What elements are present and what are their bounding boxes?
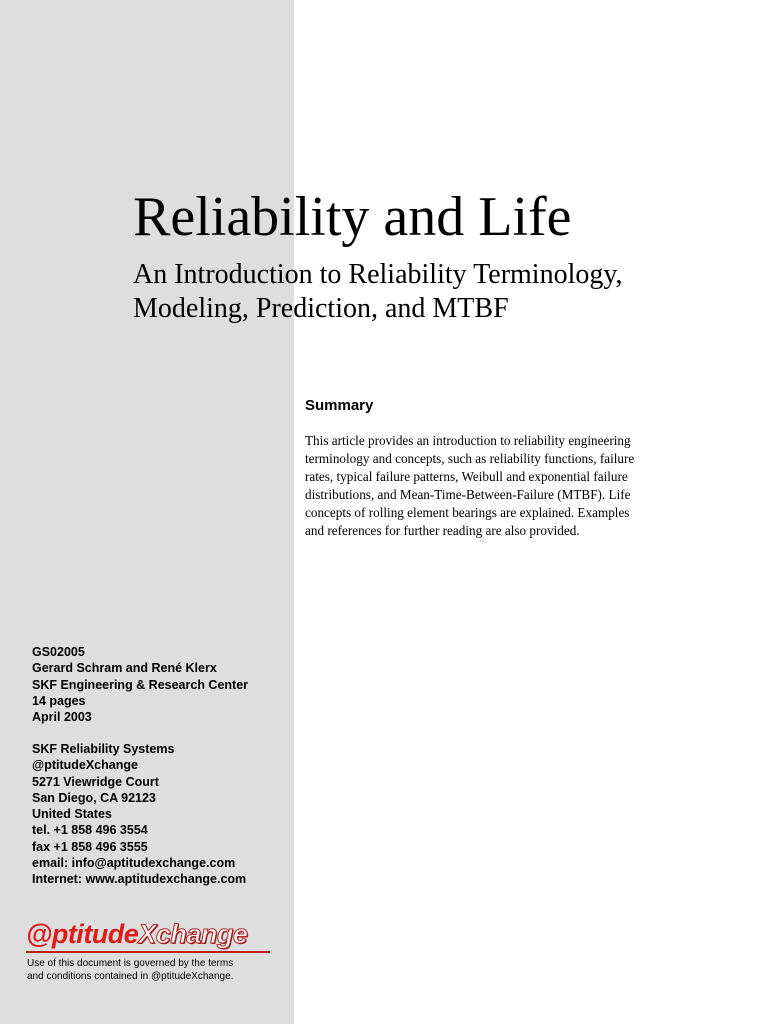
aptitudexchange-logo bbox=[26, 917, 247, 951]
contact-country: United States bbox=[32, 807, 112, 822]
disclaimer bbox=[27, 958, 287, 983]
document-title: Reliability and Life bbox=[133, 186, 572, 248]
contact-internet[interactable]: Internet: www.aptitudexchange.com bbox=[32, 872, 247, 887]
logo-underline bbox=[26, 951, 270, 953]
document-organization: SKF Engineering & Research Center bbox=[32, 677, 249, 692]
document-pages: 14 pages bbox=[32, 693, 86, 708]
summary-line: rates, typical failure patterns, Weibull and exponential failure bbox=[305, 469, 628, 484]
disclaimer-line-2: and conditions contained in @ptitudeXchange. bbox=[27, 970, 234, 982]
document-authors: Gerard Schram and René Klerx bbox=[32, 661, 217, 676]
contact-email[interactable]: email: info@aptitudexchange.com bbox=[32, 856, 236, 871]
summary-heading: Summary bbox=[305, 397, 374, 414]
contact-block bbox=[32, 741, 287, 888]
summary-line: and references for further reading are also provided. bbox=[305, 523, 580, 538]
document-code: GS02005 bbox=[32, 645, 85, 659]
contact-city: San Diego, CA 92123 bbox=[32, 790, 156, 805]
contact-fax: fax +1 858 496 3555 bbox=[32, 839, 148, 854]
contact-brand: @ptitudeXchange bbox=[32, 758, 138, 773]
summary-line: This article provides an introduction to reliability engineering bbox=[305, 433, 631, 448]
summary-line: terminology and concepts, such as reliability functions, failure bbox=[305, 451, 635, 466]
logo-at-symbol: @ bbox=[26, 919, 52, 949]
logo-ptitude: ptitude bbox=[51, 919, 139, 949]
summary-line: concepts of rolling element bearings are explained. Examples bbox=[305, 505, 630, 520]
subtitle-line-2: Modeling, Prediction, and MTBF bbox=[133, 293, 509, 324]
subtitle-line-1: An Introduction to Reliability Terminology, bbox=[133, 259, 623, 290]
document-subtitle bbox=[133, 258, 733, 326]
contact-tel: tel. +1 858 496 3554 bbox=[32, 823, 148, 838]
summary-line: distributions, and Mean-Time-Between-Failure (MTBF). Life bbox=[305, 487, 631, 502]
contact-street: 5271 Viewridge Court bbox=[32, 774, 159, 789]
document-date: April 2003 bbox=[32, 710, 92, 725]
document-info-block bbox=[32, 644, 287, 725]
logo-xchange: Xchange bbox=[138, 919, 248, 949]
summary-paragraph bbox=[305, 432, 695, 540]
contact-company: SKF Reliability Systems bbox=[32, 742, 175, 756]
disclaimer-line-1: Use of this document is governed by the terms bbox=[27, 958, 234, 969]
